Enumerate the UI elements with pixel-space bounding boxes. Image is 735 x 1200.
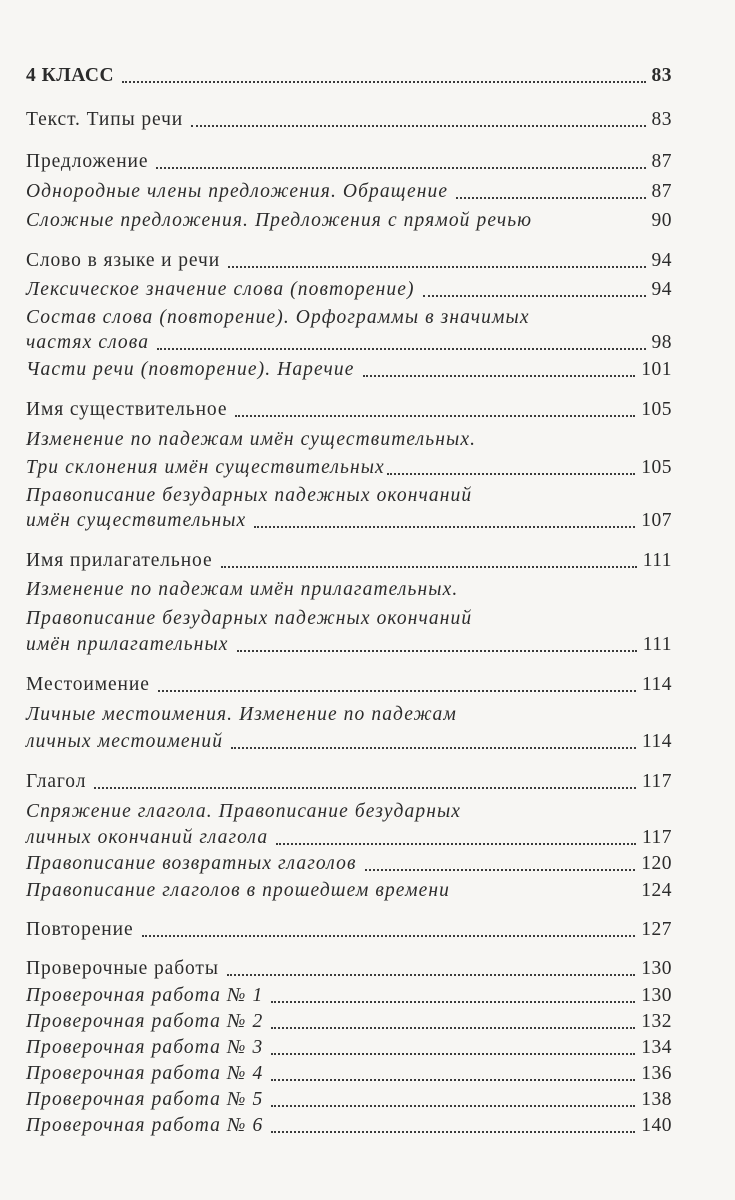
entry-page: 117 (641, 771, 672, 792)
dot-leader (94, 787, 636, 789)
entry-page: 90 (651, 210, 672, 231)
entry-page: 87 (651, 181, 672, 202)
dot-leader (387, 473, 635, 475)
entry-title: Проверочная работа № 4 (26, 1063, 264, 1084)
toc-entry-grade-4 (26, 58, 672, 88)
toc-subentry-noun-endings-line1: Правописание безударных падежных окончаний (26, 485, 473, 506)
toc-entry-adjective (26, 543, 672, 573)
entry-title: Имя прилагательное (26, 550, 213, 571)
entry-title: личных местоимений (26, 731, 224, 752)
entry-title: Сложные предложения. Предложения с прямой речью (26, 210, 533, 231)
toc-subentry-noun-cases-line1: Изменение по падежам имён существительных. (26, 429, 477, 450)
toc-entry-tests (26, 951, 672, 981)
entry-page: 107 (641, 510, 672, 531)
entry-page: 94 (651, 250, 672, 271)
entry-page: 114 (641, 674, 672, 695)
dot-leader (231, 747, 636, 749)
toc-subentry-complex-sentences (26, 203, 672, 233)
dot-leader (271, 1027, 635, 1029)
entry-page: 98 (651, 332, 672, 353)
entry-page: 127 (641, 919, 672, 940)
entry-page: 114 (641, 731, 672, 752)
entry-page: 83 (651, 109, 672, 130)
dot-leader (157, 348, 645, 350)
entry-title: Однородные члены предложения. Обращение (26, 181, 449, 202)
entry-title: имён прилагательных (26, 634, 229, 655)
toc-subentry-conjugation-line1: Спряжение глагола. Правописание безударных (26, 801, 462, 822)
toc-subentry-pronoun-line1: Личные местоимения. Изменение по падежам (26, 704, 457, 725)
toc-subentry-lexical-meaning (26, 272, 672, 302)
dot-leader (142, 935, 636, 937)
entry-page: 134 (641, 1037, 672, 1058)
entry-title: Слово в языке и речи (26, 250, 221, 271)
entry-page: 130 (641, 958, 672, 979)
entry-page: 111 (642, 634, 672, 655)
toc-subentry-adjective-endings (26, 627, 672, 657)
toc-subentry-noun-declensions (26, 450, 672, 480)
entry-title: Части речи (повторение). Наречие (26, 359, 355, 380)
entry-title: Глагол (26, 771, 87, 792)
entry-title: Местоимение (26, 674, 150, 695)
entry-title: Проверочная работа № 1 (26, 985, 264, 1006)
entry-title: личных окончаний глагола (26, 827, 269, 848)
toc-subentry-homogeneous (26, 174, 672, 204)
entry-title: 4 КЛАСС (26, 65, 115, 86)
toc-entry-verb (26, 764, 672, 794)
dot-leader (122, 81, 645, 83)
dot-leader (271, 1079, 635, 1081)
dot-leader (237, 650, 637, 652)
entry-page: 124 (641, 880, 672, 901)
toc-subentry-adjective-line2: Правописание безударных падежных окончаний (26, 608, 473, 629)
dot-leader (156, 167, 645, 169)
entry-page: 117 (641, 827, 672, 848)
entry-page: 138 (641, 1089, 672, 1110)
toc-entry-review (26, 912, 672, 942)
entry-title: Три склонения имён существительных (26, 457, 385, 478)
entry-page: 120 (641, 853, 672, 874)
dot-leader (191, 125, 645, 127)
entry-page: 130 (641, 985, 672, 1006)
entry-page: 105 (641, 399, 672, 420)
toc-subentry-word-structure (26, 325, 672, 355)
entry-title: Проверочная работа № 6 (26, 1115, 264, 1136)
dot-leader (158, 690, 636, 692)
entry-title: Проверочная работа № 5 (26, 1089, 264, 1110)
entry-title: Имя существительное (26, 399, 228, 420)
toc-subentry-word-structure-line1: Состав слова (повторение). Орфограммы в значимых (26, 307, 530, 328)
entry-title: Проверочная работа № 2 (26, 1011, 264, 1032)
dot-leader (271, 1001, 635, 1003)
dot-leader (235, 415, 635, 417)
dot-leader (227, 974, 635, 976)
entry-title: Повторение (26, 919, 134, 940)
entry-title: Лексическое значение слова (повторение) (26, 279, 415, 300)
entry-page: 94 (651, 279, 672, 300)
entry-page: 87 (651, 151, 672, 172)
entry-title: частях слова (26, 332, 150, 353)
toc-subentry-parts-of-speech (26, 352, 672, 382)
toc-entry-sentence (26, 144, 672, 174)
dot-leader (254, 526, 635, 528)
toc-entry-noun (26, 392, 672, 422)
dot-leader (271, 1131, 635, 1133)
entry-page: 83 (651, 65, 672, 86)
toc-subentry-past-tense (26, 873, 672, 903)
dot-leader (423, 295, 646, 297)
toc-subentry-test-6 (26, 1108, 672, 1138)
entry-title: имён существительных (26, 510, 247, 531)
entry-title: Проверочные работы (26, 958, 219, 979)
toc-entry-text-types (26, 102, 672, 132)
entry-title: Проверочная работа № 3 (26, 1037, 264, 1058)
dot-leader (271, 1053, 635, 1055)
toc-subentry-noun-endings (26, 503, 672, 533)
dot-leader (271, 1105, 635, 1107)
entry-page: 132 (641, 1011, 672, 1032)
entry-title: Правописание глаголов в прошедшем времени (26, 880, 450, 901)
dot-leader (228, 266, 645, 268)
entry-page: 101 (641, 359, 672, 380)
dot-leader (276, 843, 636, 845)
entry-page: 140 (641, 1115, 672, 1136)
entry-title: Правописание возвратных глаголов (26, 853, 357, 874)
toc-entry-pronoun (26, 667, 672, 697)
entry-title: Текст. Типы речи (26, 109, 184, 130)
dot-leader (363, 375, 636, 377)
toc-subentry-adjective-line1: Изменение по падежам имён прилагательных. (26, 579, 459, 600)
toc-entry-word (26, 243, 672, 273)
toc-subentry-personal-pronouns (26, 724, 672, 754)
toc-subentry-reflexive-verbs (26, 846, 672, 876)
dot-leader (456, 197, 645, 199)
dot-leader (365, 869, 636, 871)
entry-page: 136 (641, 1063, 672, 1084)
entry-page: 105 (641, 457, 672, 478)
entry-title: Предложение (26, 151, 149, 172)
entry-page: 111 (642, 550, 672, 571)
dot-leader (221, 566, 637, 568)
